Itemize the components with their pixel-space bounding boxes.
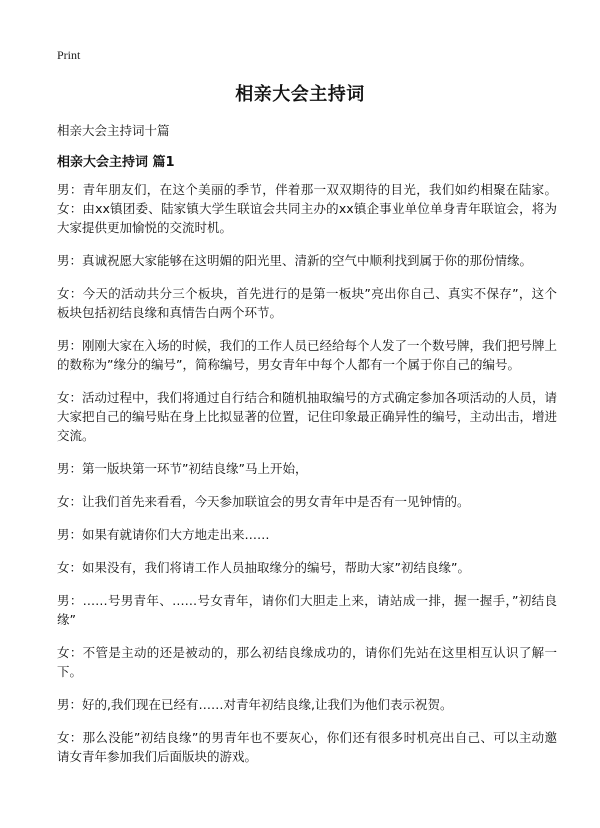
paragraph: 男：……号男青年、……号女青年，请你们大胆走上来，请站成一排，握一握手，”初结良缘” [57,593,557,627]
paragraph: 男：好的,我们现在已经有……对青年初结良缘,让我们为他们表示祝贺。 [57,697,453,712]
paragraph: 男：如果有就请你们大方地走出来…… [57,527,270,542]
document-subtitle: 相亲大会主持词十篇 [57,123,170,138]
paragraph: 男：真诚祝愿大家能够在这明媚的阳光里、清新的空气中顺利找到属于你的那份情缘。 [57,253,533,268]
paragraph: 女：让我们首先来看看，今天参加联谊会的男女青年中是否有一见钟情的。 [57,494,470,509]
document-title: 相亲大会主持词 [235,84,365,105]
section-heading: 相亲大会主持词 篇1 [57,155,175,170]
body-text [57,180,557,780]
paragraph: 女：活动过程中，我们将通过自行结合和随机抽取编号的方式确定参加各项活动的人员，请大家把自己的编号贴在身上比拟显著的位置，记住印象最正确异性的编号，主动出击，增进交流。 [57,390,558,443]
paragraph: 女：如果没有，我们将请工作人员抽取缘分的编号，帮助大家”初结良缘”。 [57,560,470,575]
paragraph: 男：青年朋友们，在这个美丽的季节，伴着那一双双期待的目光，我们如约相聚在陆家。女：由xx镇团委、陆家镇大学生联谊会共同主办的xx镇企事业单位单身青年联谊会，将为大家提供更加愉悦的交流时机。 [57,182,557,235]
print-label: Print [57,48,81,62]
paragraph: 女：不管是主动的还是被动的，那么初结良缘成功的，请你们先站在这里相互认识了解一下。 [57,645,557,679]
paragraph: 男：第一版块第一环节”初结良缘”马上开始， [57,461,308,476]
paragraph: 女：今天的活动共分三个板块，首先进行的是第一板块”亮出你自己、真实不保存”，这个板块包括初结良缘和真情告白两个环节。 [57,286,557,320]
paragraph: 男：刚刚大家在入场的时候，我们的工作人员已经给每个人发了一个数号牌，我们把号牌上的数称为”缘分的编号”，简称编号，男女青年中每个人都有一个属于你自己的编号。 [57,338,558,372]
paragraph: 女：那么没能”初结良缘”的男青年也不要灰心，你们还有很多时机亮出自己、可以主动邀请女青年参加我们后面版块的游戏。 [57,730,557,764]
